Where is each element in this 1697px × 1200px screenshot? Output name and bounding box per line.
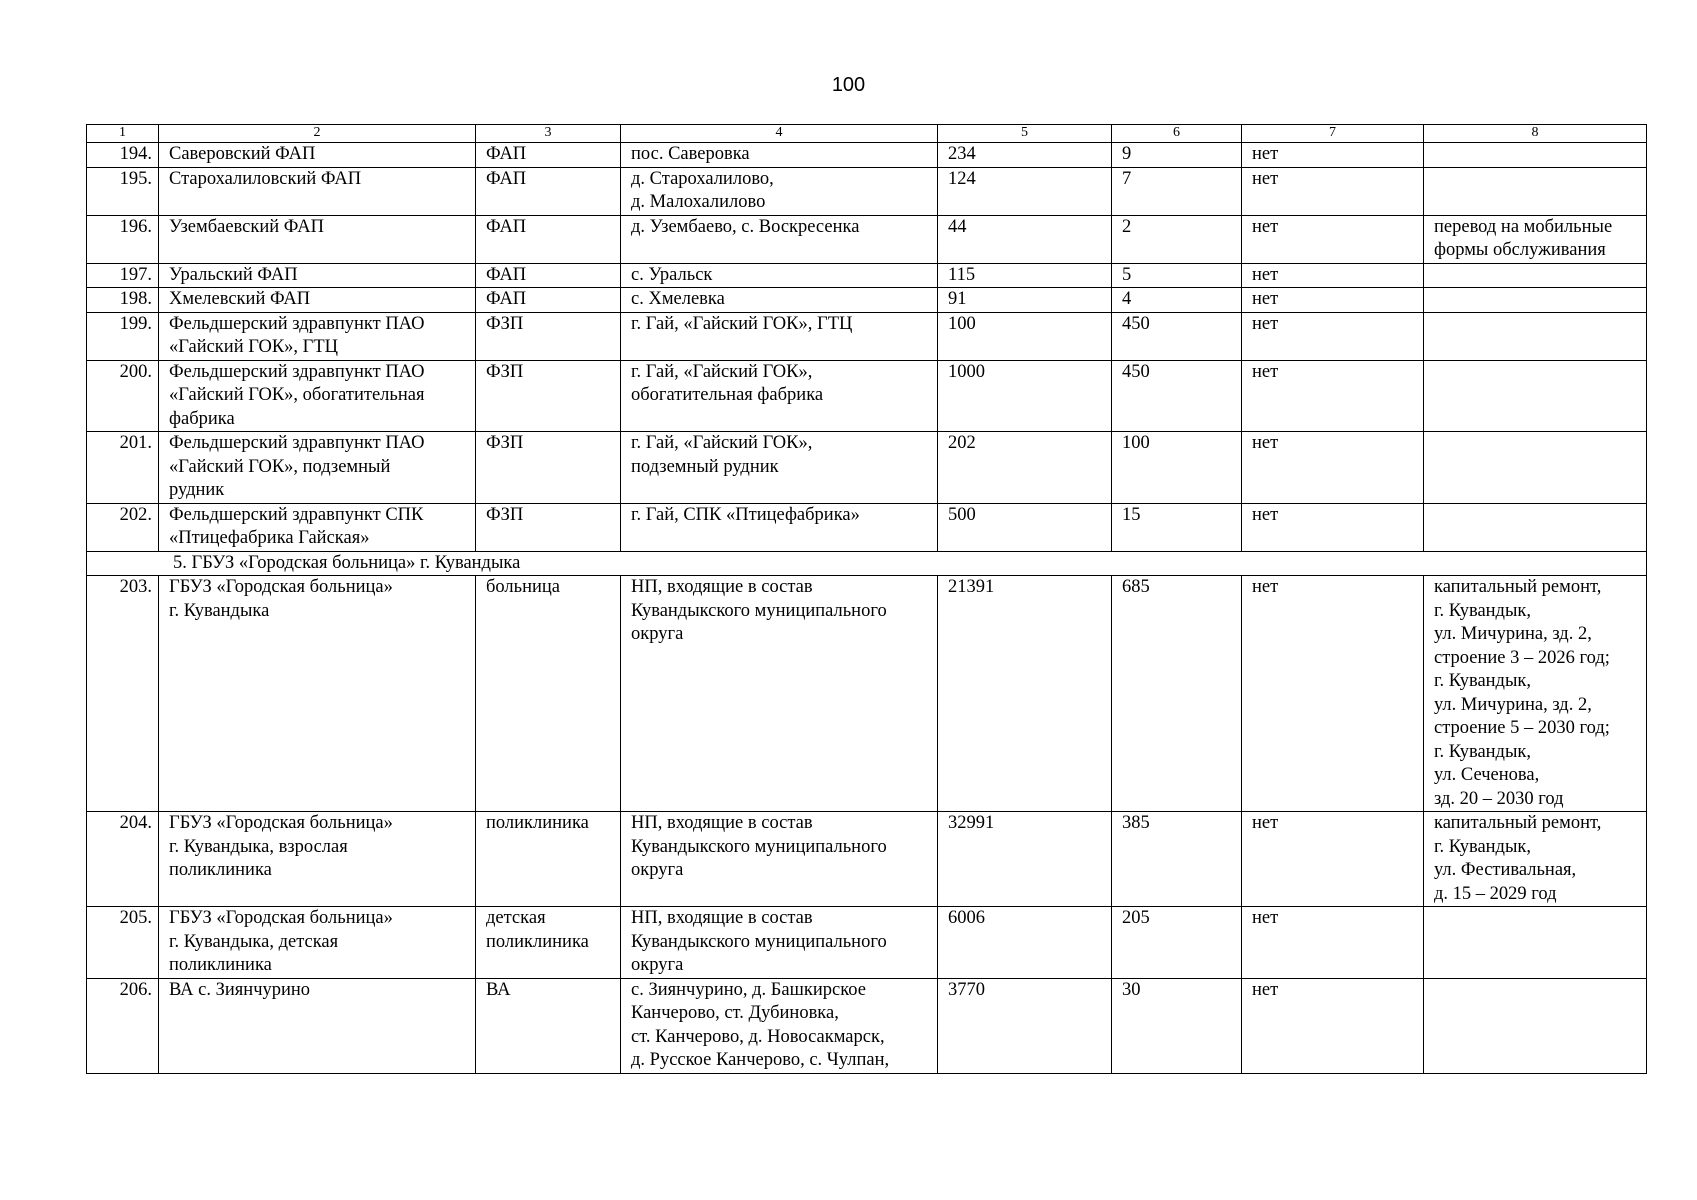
col8-note [1424, 360, 1647, 432]
col5-value: 115 [938, 263, 1112, 288]
facility-type: ФАП [476, 288, 621, 313]
settlements: с. Хмелевка [621, 288, 938, 313]
col7-value: нет [1242, 503, 1424, 551]
facility-name: Уральский ФАП [159, 263, 476, 288]
col6-value: 2 [1112, 215, 1242, 263]
facility-name: Хмелевский ФАП [159, 288, 476, 313]
facility-name: Фельдшерский здравпункт СПК «Птицефабрика Гайская» [159, 503, 476, 551]
page-number: 100 [831, 74, 866, 96]
section-row [87, 551, 1647, 576]
facility-type: ФАП [476, 215, 621, 263]
col6-value: 100 [1112, 432, 1242, 504]
table-row [87, 288, 1647, 313]
facility-name: Фельдшерский здравпункт ПАО «Гайский ГОК», ГТЦ [159, 312, 476, 360]
col6-value: 450 [1112, 312, 1242, 360]
facility-name: Фельдшерский здравпункт ПАО «Гайский ГОК», подземный рудник [159, 432, 476, 504]
facility-type: ФЗП [476, 312, 621, 360]
facility-type: поликлиника [476, 812, 621, 907]
col7-value: нет [1242, 812, 1424, 907]
facility-name: Старохалиловский ФАП [159, 167, 476, 215]
col5-value: 91 [938, 288, 1112, 313]
col6-value: 385 [1112, 812, 1242, 907]
facility-type: ВА [476, 978, 621, 1073]
settlements: г. Гай, «Гайский ГОК», обогатительная фабрика [621, 360, 938, 432]
settlements: д. Старохалилово, д. Малохалилово [621, 167, 938, 215]
col8-note [1424, 263, 1647, 288]
table-row [87, 432, 1647, 504]
settlements: НП, входящие в состав Кувандыкского муниципального округа [621, 907, 938, 979]
facility-name: Саверовский ФАП [159, 143, 476, 168]
table-row [87, 907, 1647, 979]
row-number: 201. [87, 432, 159, 504]
col6-value: 7 [1112, 167, 1242, 215]
col8-note [1424, 432, 1647, 504]
table-row [87, 312, 1647, 360]
settlements: г. Гай, «Гайский ГОК», ГТЦ [621, 312, 938, 360]
column-header-5: 5 [938, 125, 1112, 143]
col6-value: 685 [1112, 576, 1242, 812]
col7-value: нет [1242, 360, 1424, 432]
col5-value: 500 [938, 503, 1112, 551]
column-header-1: 1 [87, 125, 159, 143]
facility-name: ГБУЗ «Городская больница» г. Кувандыка [159, 576, 476, 812]
col5-value: 3770 [938, 978, 1112, 1073]
facility-type: детская поликлиника [476, 907, 621, 979]
col6-value: 30 [1112, 978, 1242, 1073]
column-header-6: 6 [1112, 125, 1242, 143]
facility-type: ФЗП [476, 360, 621, 432]
col7-value: нет [1242, 432, 1424, 504]
col6-value: 205 [1112, 907, 1242, 979]
facility-type: ФАП [476, 167, 621, 215]
row-number: 206. [87, 978, 159, 1073]
col8-note [1424, 312, 1647, 360]
facility-name: ГБУЗ «Городская больница» г. Кувандыка, взрослая поликлиника [159, 812, 476, 907]
settlements: НП, входящие в состав Кувандыкского муниципального округа [621, 812, 938, 907]
section-title: 5. ГБУЗ «Городская больница» г. Кувандыка [87, 551, 1647, 576]
settlements: с. Зиянчурино, д. Башкирское Канчерово, ст. Дубиновка, ст. Канчерово, д. Новосакмарск, д. Русское Канчерово, с. Чулпан, [621, 978, 938, 1073]
col6-value: 15 [1112, 503, 1242, 551]
settlements: д. Узембаево, с. Воскресенка [621, 215, 938, 263]
facility-name: ГБУЗ «Городская больница» г. Кувандыка, детская поликлиника [159, 907, 476, 979]
col8-note [1424, 167, 1647, 215]
facility-type: ФАП [476, 263, 621, 288]
row-number: 202. [87, 503, 159, 551]
facility-name: Фельдшерский здравпункт ПАО «Гайский ГОК», обогатительная фабрика [159, 360, 476, 432]
col7-value: нет [1242, 143, 1424, 168]
table-row [87, 812, 1647, 907]
column-header-4: 4 [621, 125, 938, 143]
table-row [87, 978, 1647, 1073]
col5-value: 21391 [938, 576, 1112, 812]
column-header-3: 3 [476, 125, 621, 143]
col5-value: 1000 [938, 360, 1112, 432]
col6-value: 5 [1112, 263, 1242, 288]
column-number-row [87, 125, 1647, 143]
col8-note [1424, 907, 1647, 979]
col7-value: нет [1242, 907, 1424, 979]
facilities-table [86, 124, 1647, 1074]
facility-type: ФЗП [476, 432, 621, 504]
settlements: г. Гай, СПК «Птицефабрика» [621, 503, 938, 551]
col5-value: 6006 [938, 907, 1112, 979]
col7-value: нет [1242, 288, 1424, 313]
row-number: 205. [87, 907, 159, 979]
settlements: НП, входящие в состав Кувандыкского муниципального округа [621, 576, 938, 812]
col8-note: капитальный ремонт, г. Кувандык, ул. Фестивальная, д. 15 – 2029 год [1424, 812, 1647, 907]
column-header-7: 7 [1242, 125, 1424, 143]
facility-name: ВА с. Зиянчурино [159, 978, 476, 1073]
col7-value: нет [1242, 978, 1424, 1073]
column-header-8: 8 [1424, 125, 1647, 143]
col5-value: 124 [938, 167, 1112, 215]
col8-note [1424, 503, 1647, 551]
facility-type: ФЗП [476, 503, 621, 551]
table-row [87, 167, 1647, 215]
table-row [87, 360, 1647, 432]
facility-type: ФАП [476, 143, 621, 168]
row-number: 194. [87, 143, 159, 168]
col7-value: нет [1242, 215, 1424, 263]
row-number: 196. [87, 215, 159, 263]
col5-value: 234 [938, 143, 1112, 168]
col8-note [1424, 143, 1647, 168]
col7-value: нет [1242, 576, 1424, 812]
table-row [87, 215, 1647, 263]
facility-name: Узембаевский ФАП [159, 215, 476, 263]
col8-note [1424, 978, 1647, 1073]
col7-value: нет [1242, 312, 1424, 360]
col6-value: 4 [1112, 288, 1242, 313]
col8-note: капитальный ремонт, г. Кувандык, ул. Мичурина, зд. 2, строение 3 – 2026 год; г. Кувандык, ул. Мичурина, зд. 2, строение 5 – 2030 год; г. Кувандык, ул. Сеченова, зд. 20 – 2030 год [1424, 576, 1647, 812]
row-number: 204. [87, 812, 159, 907]
col5-value: 202 [938, 432, 1112, 504]
col8-note [1424, 288, 1647, 313]
table-row [87, 503, 1647, 551]
facility-type: больница [476, 576, 621, 812]
table-row [87, 143, 1647, 168]
settlements: пос. Саверовка [621, 143, 938, 168]
row-number: 198. [87, 288, 159, 313]
col8-note: перевод на мобильные формы обслуживания [1424, 215, 1647, 263]
col5-value: 100 [938, 312, 1112, 360]
col5-value: 44 [938, 215, 1112, 263]
table-row [87, 263, 1647, 288]
row-number: 203. [87, 576, 159, 812]
row-number: 195. [87, 167, 159, 215]
row-number: 199. [87, 312, 159, 360]
col6-value: 9 [1112, 143, 1242, 168]
col6-value: 450 [1112, 360, 1242, 432]
col5-value: 32991 [938, 812, 1112, 907]
table-row [87, 576, 1647, 812]
col7-value: нет [1242, 167, 1424, 215]
settlements: г. Гай, «Гайский ГОК», подземный рудник [621, 432, 938, 504]
col7-value: нет [1242, 263, 1424, 288]
row-number: 197. [87, 263, 159, 288]
column-header-2: 2 [159, 125, 476, 143]
settlements: с. Уральск [621, 263, 938, 288]
row-number: 200. [87, 360, 159, 432]
